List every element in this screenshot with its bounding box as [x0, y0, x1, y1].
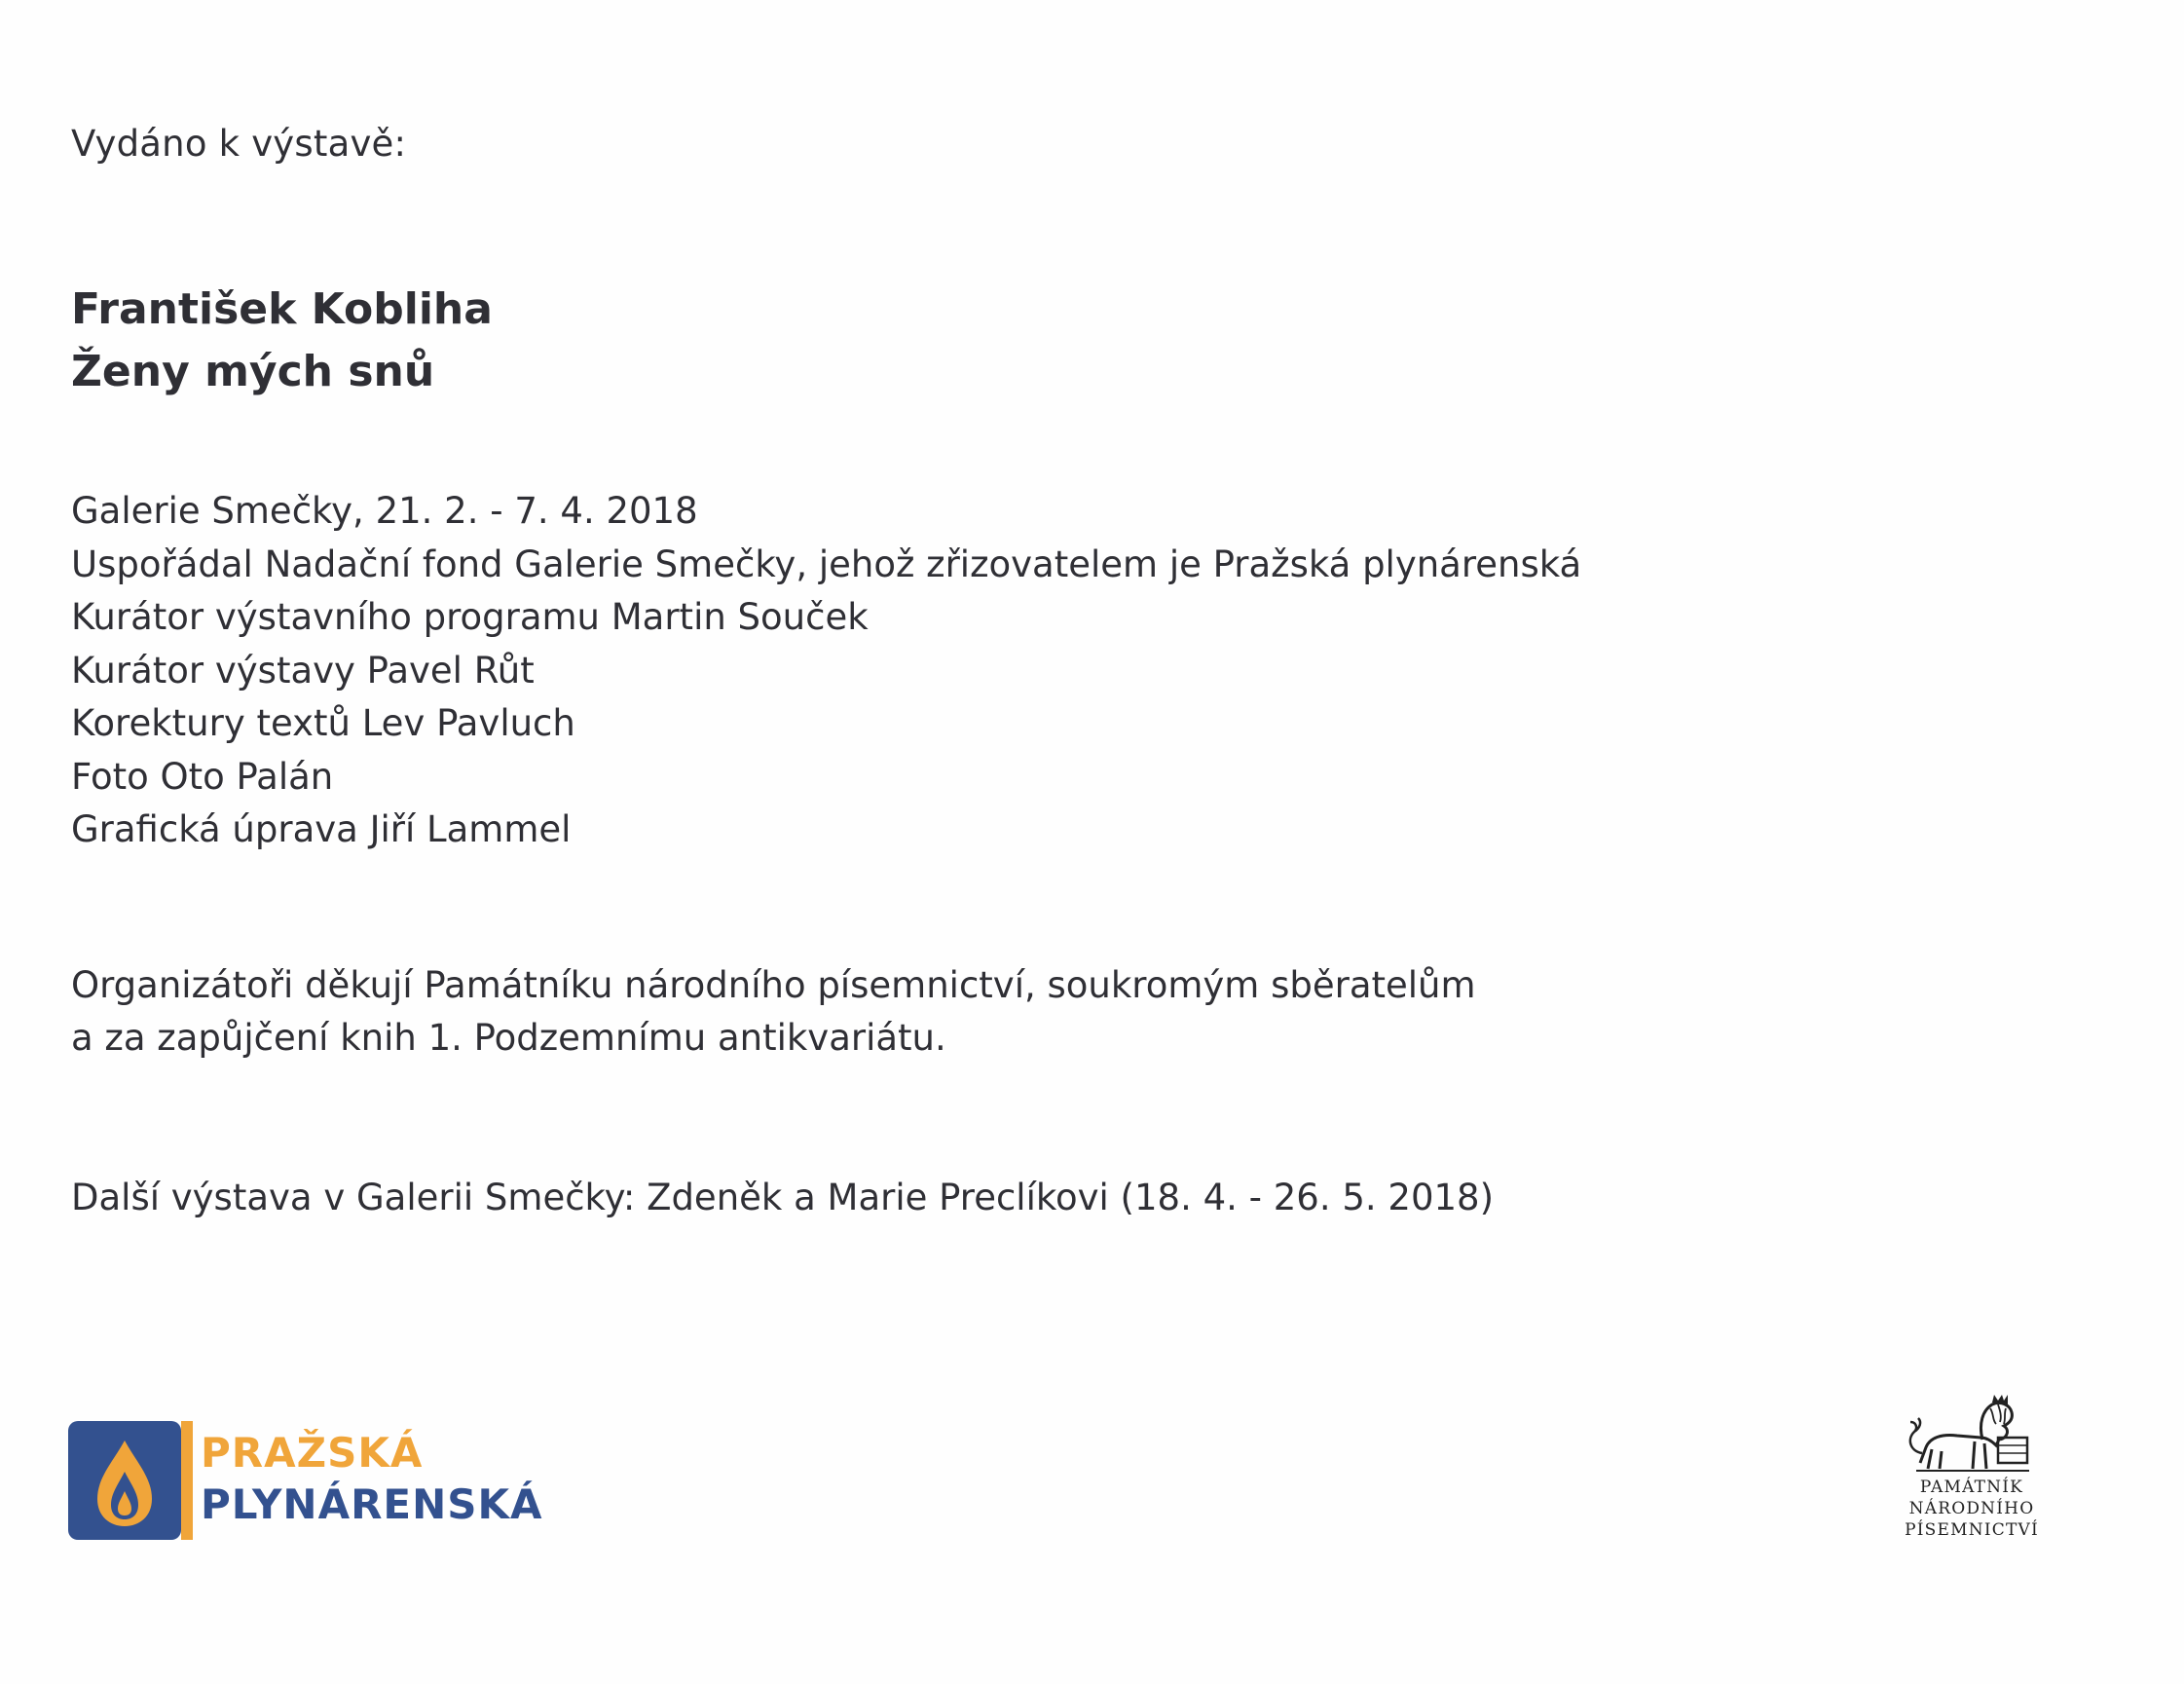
logo-line-plynarenska: PLYNÁRENSKÁ: [201, 1480, 543, 1528]
pamatnik-narodniho-pisemnictvi-logo: [1889, 1395, 2054, 1551]
next-exhibition: Další výstava v Galerii Smečky: Zdeněk a Marie Preclíkovi (18. 4. - 26. 5. 2018): [71, 1177, 1495, 1218]
credit-line: Kurátor výstavního programu Martin Souček: [71, 596, 869, 638]
memorial-line-1: PAMÁTNÍK: [1919, 1478, 2024, 1497]
credit-line: Foto Oto Palán: [71, 755, 334, 798]
acknowledgement-line: a za zapůjčení knih 1. Podzemnímu antikvariátu.: [71, 1017, 946, 1059]
credit-line: Kurátor výstavy Pavel Růt: [71, 649, 535, 692]
acknowledgements: [71, 959, 1476, 1065]
credit-line: Korektury textů Lev Pavluch: [71, 702, 575, 744]
flame-icon: [68, 1421, 181, 1540]
logo-line-prazska: PRAŽSKÁ: [201, 1429, 424, 1477]
memorial-wordmark: [1889, 1477, 2054, 1541]
exhibition-name: Ženy mých snů: [71, 347, 435, 396]
memorial-line-3: PÍSEMNICTVÍ: [1905, 1520, 2039, 1540]
credit-line: Galerie Smečky, 21. 2. - 7. 4. 2018: [71, 490, 698, 532]
credit-line: Uspořádal Nadační fond Galerie Smečky, jehož zřizovatelem je Pražská plynárenská: [71, 543, 1582, 585]
credits-list: [71, 485, 1581, 857]
lion-icon: [1903, 1395, 2039, 1475]
logo-accent-bar: [181, 1421, 193, 1540]
acknowledgement-line: Organizátoři děkují Památníku národního písemnictví, soukromým sběratelům: [71, 964, 1476, 1006]
memorial-line-2: NÁRODNÍHO: [1908, 1499, 2035, 1518]
prazska-plynarenska-logo: [68, 1421, 543, 1542]
credit-line: Grafická úprava Jiří Lammel: [71, 808, 572, 850]
exhibition-title: [71, 279, 493, 403]
intro-text: Vydáno k výstavě:: [71, 123, 407, 165]
artist-name: František Kobliha: [71, 284, 493, 334]
